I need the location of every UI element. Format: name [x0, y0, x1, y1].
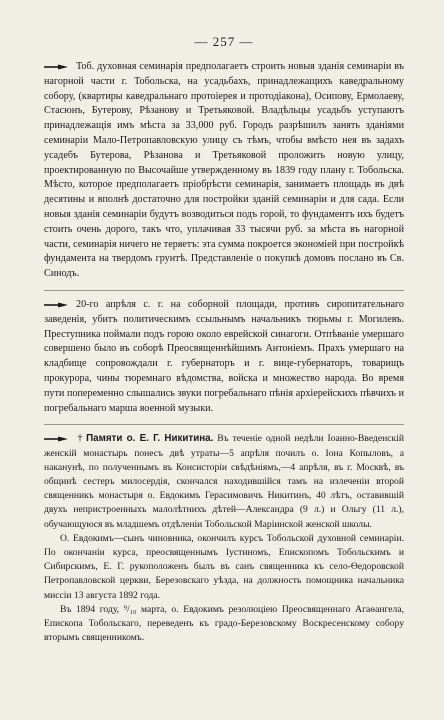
cross-symbol: † — [76, 433, 85, 445]
obituary-section — [44, 432, 404, 645]
news-item-seminary-text: Тоб. духовная семинарія предполагаетъ строить новыя зданія семинаріи въ нагорной части г. Тобольска, на усадьбахъ, принадлежащихъ каведральному собору, (квартиры каведральнаго протоіерея и протодіакона), Осипову, Ермолаеву, Стасюнъ, Бутерову, Рѣзанову и Третьяковой. Владѣльцы усадьбъ уступаютъ принадлежащія имъ мѣста за 33,000 руб. Городъ разрѣшилъ занять зданіями семинаріи Мало-Петропавловскую улицу съ тѣмъ, чтобы вмѣсто нея въ задахъ усадебъ Бутерова, Рѣзанова и Третьяковой проложить новую улицу, проектированную по Высочайше утвержденному въ 1839 году плану г. Тобольска. Мѣсто, которое предполагаетъ пріобрѣсти семинарія, занимаетъ площадь въ двѣ десятины и вполнѣ достаточно для постройки зданій семинаріи и для сада. Если новыя зданія семинаріи будутъ возводиться подъ горой, то фундаментъ ихъ будетъ стоить очень дорого, такъ что, уплачивая 33 тысячи руб. за мѣста въ нагорной части, семинарія ничего не теряетъ: эта сумма покроется экономіей при постройкѣ фундамента на твердомъ грунтѣ. Представленіе о покупкѣ домовъ послано въ Св. Синодъ. — [44, 61, 404, 280]
news-item-murder — [44, 298, 404, 416]
hand-pointer-icon — [44, 64, 70, 70]
hand-pointer-icon — [44, 302, 70, 308]
obituary-heading: Памяти о. Е. Г. Никитина. — [86, 433, 214, 445]
news-item-murder-text: 20-го апрѣля с. г. на соборной площади, противъ сиропитательнаго заведенія, убитъ политическимъ ссыльнымъ начальникъ тюрьмы г. Могилевъ. Преступника поймали подъ горою около еврейской синагоги. Отпѣваніе умершаго совершено было въ соборѣ Преосвященнѣйшимъ Антоніемъ. Прахъ умершаго на кладбище сопровождали г. губернаторъ и г. вице-губернаторъ, товарищъ прокурора, чины тюремнаго вѣдомства, войска и множество народа. Во время пути попеременно слышались звуки погребальнаго пѣнія архіерейскихъ пѣвчихъ и погребальнаго марша военной музыки. — [44, 298, 404, 414]
news-item-seminary — [44, 60, 404, 282]
hand-pointer-icon — [44, 436, 70, 442]
section-divider — [44, 424, 404, 425]
obituary-paragraph-3: Въ 1894 году, ⁹/₁₀ марта, о. Евдокимъ резолюціею Преосвященнаго Агаѳангела, Епископа Тобольскаго, переведенъ къ градо-Березовскому Воскресенскому собору вторымъ священникомъ. — [44, 603, 404, 644]
section-divider — [44, 290, 404, 291]
page-number: — 257 — — [194, 34, 254, 49]
obituary-intro — [44, 432, 404, 531]
obituary-intro-text: Въ теченіе одной недѣли Іоанно-Введенскій женскій монастырь понесъ двѣ утраты—5 апрѣля почилъ о. Іона Копыловъ, а наканунѣ, по полученнымъ въ Консисторіи свѣдѣніямъ,—4 апрѣля, въ г. Москвѣ, въ общинѣ сестеръ милосердія, скончался находившійся тамъ на излеченіи второй священникъ монастыря о. Евдокимъ Герасимовичъ Никитинъ, 40 лѣтъ, оставившій двухъ непристроенныхъ малолѣтнихъ дѣтей—Александра (9 л.) и Ольгу (11 л.), обучающуюся въ младшемъ отдѣленіи Тобольской Маріинской женской школы. — [44, 433, 404, 530]
obituary-paragraph-2: О. Евдокимъ—сынъ чиновника, окончилъ курсъ Тобольской духовной семинаріи. По окончаніи курса, преосвященнымъ Іустиномъ, Епископомъ Тобольскимъ и Сибирскимъ, Е. Г. рукоположенъ былъ въ санъ священника къ село-Өедоровской Петропавловской церкви, Березовскаго уѣзда, на должность помощника начальника миссіи 13 августа 1892 года. — [44, 532, 404, 601]
